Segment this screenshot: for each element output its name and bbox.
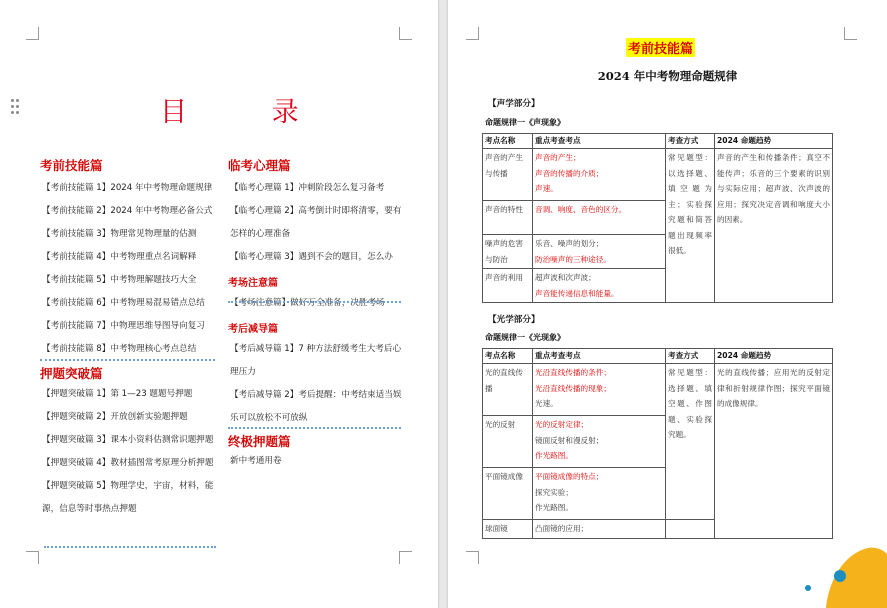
key-point: 光沿直线传播的条件； (535, 368, 611, 377)
toc-title: 目 录 (160, 97, 337, 128)
key-point: 声音的传播的介质； (535, 168, 604, 178)
toc-item[interactable]: 【押题突破篇 4】教材插图常考原理分析押题 (42, 458, 214, 468)
section-divider (44, 546, 216, 548)
section-title-final-prediction: 终极押题篇 (228, 434, 291, 449)
toc-item[interactable]: 【押题突破篇 3】课本小资料估测常识题押题 (42, 435, 214, 445)
section-divider (40, 359, 215, 361)
acoustics-table (482, 133, 833, 303)
trend-cell: 声音的产生和传播条件；真空不能传声；乐音的三个要素的识别与实际应用；超声波、次声波的应用；探究决定音调和响度大小的因素。 (715, 149, 833, 303)
section-title-prediction: 押题突破篇 (40, 366, 103, 381)
header-method: 考查方式 (666, 134, 715, 149)
key-points-cell (533, 235, 666, 269)
point-name-cell: 声音的利用 (483, 269, 533, 303)
toc-item[interactable]: 【押题突破篇 5】物理学史，宇宙，材料，能 (42, 481, 214, 491)
section-title-pre-exam-skills: 考前技能篇 (40, 158, 103, 173)
header-trend: 2024 命题趋势 (715, 349, 833, 364)
key-points-cell (533, 416, 666, 468)
part-label-acoustics: 【声学部分】 (488, 99, 540, 109)
page-title: 考前技能篇 (626, 38, 695, 57)
key-point: 镜面反射和漫反射； (535, 435, 604, 445)
toc-page (0, 0, 438, 608)
section-title-after-exam: 考后减导篇 (228, 324, 278, 335)
header-key-points: 重点考查考点 (533, 349, 666, 364)
key-point: 作光路图。 (535, 503, 573, 512)
section-divider (228, 427, 401, 429)
toc-item[interactable]: 【押题突破篇 2】开放创新实验题押题 (42, 412, 188, 422)
key-point: 光速。 (535, 399, 558, 408)
small-blue-dot-shape (805, 585, 811, 591)
toc-item[interactable]: 【考前技能篇 4】中考物理重点名词解释 (42, 252, 197, 262)
part-label-optics: 【光学部分】 (488, 315, 540, 325)
trend-cell: 光的直线传播；应用光的反射定律和折射规律作图；探究平面镜的成像规律。 (715, 364, 833, 539)
toc-item[interactable]: 新中考通用卷 (230, 456, 282, 466)
point-name-cell: 声音的特性 (483, 201, 533, 235)
section-title-psychology: 临考心理篇 (228, 158, 291, 173)
point-name-cell: 噪声的危害与防治 (483, 235, 533, 269)
optics-table (482, 348, 833, 539)
header-trend: 2024 命题趋势 (715, 134, 833, 149)
toc-item[interactable]: 【临考心理篇 3】遇到不会的题目，怎么办 (230, 252, 393, 262)
toc-item[interactable]: 【考后减导篇 2】考后提醒：中考结束适当娱 (230, 390, 402, 400)
toc-item[interactable]: 【考场注意篇】做好万全准备，决胜考场 (230, 298, 385, 308)
method-cell-empty (666, 520, 715, 539)
point-name-cell: 球面镜 (483, 520, 533, 539)
key-point: 防治噪声的三种途径。 (535, 254, 611, 264)
section-divider (228, 301, 401, 303)
toc-item[interactable]: 【考前技能篇 6】中考物理易混易错点总结 (42, 298, 205, 308)
toc-item-continued[interactable]: 源，信息等时事热点押题 (42, 504, 137, 514)
key-point: 平面镜成像的特点； (535, 472, 604, 481)
toc-item[interactable]: 【考后减导篇 1】7 种方法舒缓考生大考后心 (230, 344, 402, 354)
key-points-cell (533, 269, 666, 303)
key-point: 作光路图。 (535, 451, 573, 460)
key-point: 光的反射定律； (535, 420, 589, 429)
section-title-exam-room: 考场注意篇 (228, 278, 278, 289)
toc-item[interactable]: 【考前技能篇 5】中考物理解题技巧大全 (42, 275, 197, 285)
law-label-optics: 命题规律一《光现象》 (485, 333, 565, 342)
point-name-cell: 平面镜成像 (483, 468, 533, 520)
content-page (448, 0, 887, 608)
blue-dot-shape (834, 570, 846, 582)
key-points-cell (533, 468, 666, 520)
toc-item[interactable]: 【考前技能篇 8】中考物理核心考点总结 (42, 344, 197, 354)
header-point-name: 考点名称 (483, 349, 533, 364)
toc-item[interactable]: 【考前技能篇 3】物理常见物理量的估测 (42, 229, 197, 239)
point-name-cell: 光的反射 (483, 416, 533, 468)
key-point: 探究实验； (535, 487, 573, 497)
toc-item[interactable]: 【考前技能篇 7】中物理思维导图导向复习 (42, 321, 205, 331)
crop-mark-bottom-left (26, 551, 39, 564)
method-cell: 常见题型：以选择题、填空题为主；实验探究题和简答题出现频率很低。 (666, 149, 715, 303)
crop-mark-bottom-left (466, 551, 479, 564)
method-cell: 常见题型：选择题、填空题、作图题、实验探究题。 (666, 364, 715, 520)
crop-mark-top-right (399, 27, 412, 40)
header-key-points: 重点考查考点 (533, 134, 666, 149)
crop-mark-top-left (466, 27, 479, 40)
toc-item[interactable]: 【临考心理篇 1】冲刺阶段怎么复习备考 (230, 183, 385, 193)
key-point: 乐音、噪声的划分； (535, 239, 604, 248)
toc-item-continued[interactable]: 理压力 (230, 367, 256, 377)
key-point: 光沿直线传播的现象； (535, 383, 611, 393)
header-method: 考查方式 (666, 349, 715, 364)
toc-item[interactable]: 【考前技能篇 2】2024 年中考物理必备公式 (42, 206, 213, 216)
header-point-name: 考点名称 (483, 134, 533, 149)
key-points-cell (533, 364, 666, 416)
crop-mark-top-right (844, 27, 857, 40)
key-point: 超声波和次声波； (535, 273, 596, 282)
key-point: 声音能传递信息和能量。 (535, 288, 619, 298)
crop-mark-top-left (26, 27, 39, 40)
key-points-cell (533, 149, 666, 201)
decorative-corner-shape (798, 540, 887, 608)
page-subtitle: 2024 年中考物理命题规律 (597, 69, 738, 83)
key-points-cell (533, 201, 666, 235)
toc-item[interactable]: 【押题突破篇 1】第 1—23 题题号押题 (42, 389, 193, 399)
toc-item-continued[interactable]: 乐可以放松不可放纵 (230, 413, 308, 423)
key-points-cell (533, 520, 666, 539)
law-label-acoustics: 命题规律一《声现象》 (485, 118, 565, 127)
drag-handle-icon[interactable] (11, 99, 21, 115)
key-point: 声速。 (535, 184, 558, 193)
point-name-cell: 声音的产生与传播 (483, 149, 533, 201)
key-point: 凸面镜的应用； (535, 524, 589, 533)
point-name-cell: 光的直线传播 (483, 364, 533, 416)
crop-mark-bottom-right (399, 551, 412, 564)
toc-item[interactable]: 【临考心理篇 2】高考倒计时即将清零，要有 (230, 206, 402, 216)
toc-item-continued[interactable]: 怎样的心理准备 (230, 229, 291, 239)
toc-item[interactable]: 【考前技能篇 1】2024 年中考物理命题规律 (42, 183, 213, 193)
key-point: 音调、响度、音色的区分。 (535, 205, 627, 214)
key-point: 声音的产生； (535, 153, 581, 162)
